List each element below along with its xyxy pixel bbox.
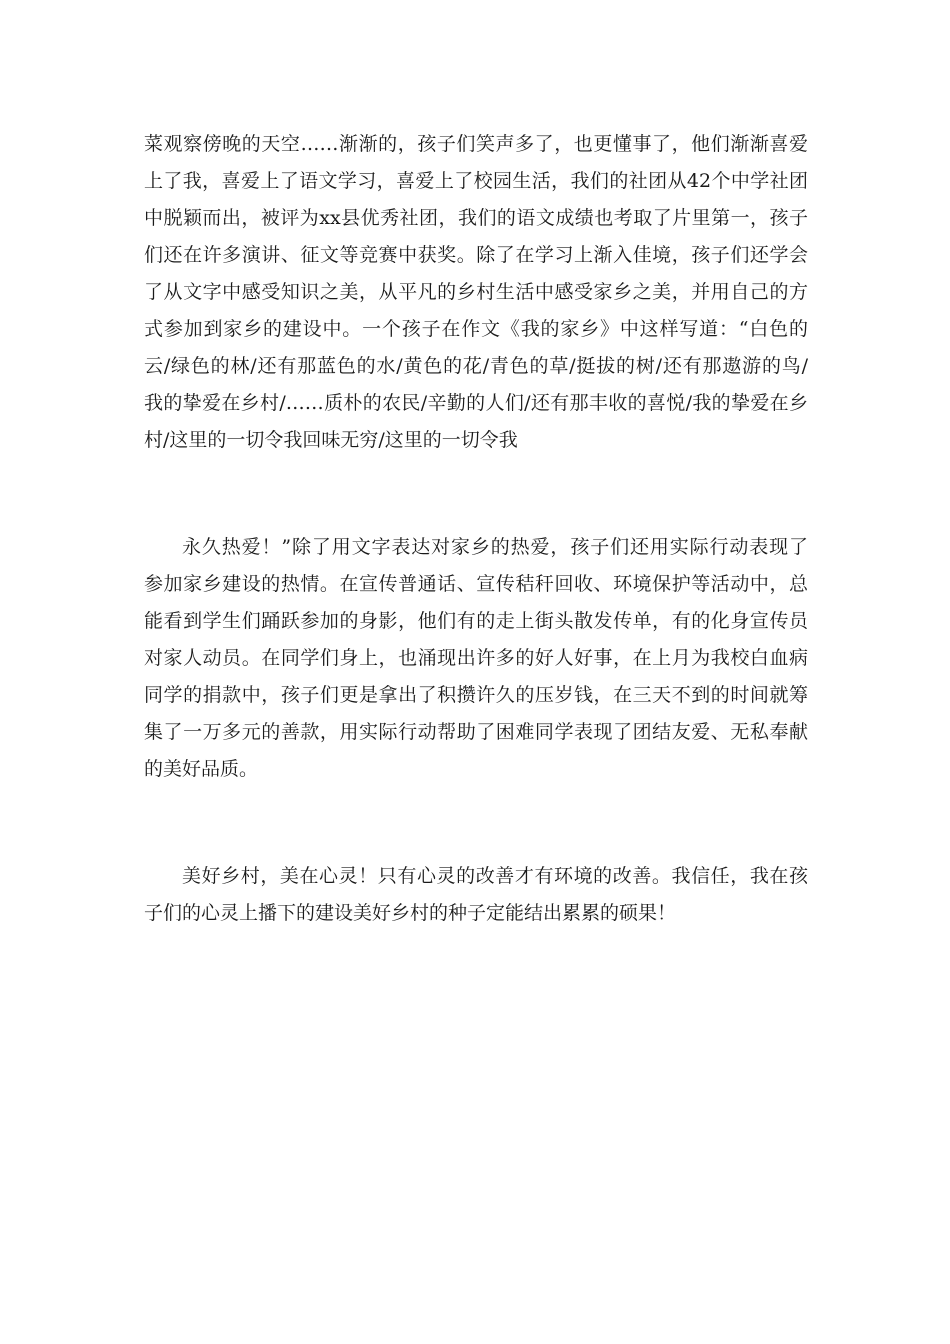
text-line: 村/这里的一切令我回味无穷/这里的一切令我 <box>144 429 518 451</box>
text-line: 云/绿色的林/还有那蓝色的水/黄色的花/青色的草/挺拔的树/还有那遨游的鸟/ <box>144 355 808 377</box>
text-line: 子们的心灵上播下的建设美好乡村的种子定能结出累累的硕果！ <box>144 902 677 924</box>
text-line: 上了我，喜爱上了语文学习，喜爱上了校园生活，我们的社团从42个中学社团 <box>144 170 808 192</box>
text-line: 式参加到家乡的建设中。一个孩子在作文《我的家乡》中这样写道：“白色的 <box>144 318 808 340</box>
text-line: 中脱颖而出，被评为xx县优秀社团，我们的语文成绩也考取了片里第一，孩子 <box>144 207 808 229</box>
text-line: 能看到学生们踊跃参加的身影，他们有的走上街头散发传单，有的化身宣传员 <box>144 610 808 632</box>
text-line: 了从文字中感受知识之美，从平凡的乡村生活中感受家乡之美，并用自己的方 <box>144 281 808 303</box>
text-line: 们还在许多演讲、征文等竞赛中获奖。除了在学习上渐入佳境，孩子们还学会 <box>144 244 808 266</box>
text-line: 参加家乡建设的热情。在宣传普通话、宣传秸秆回收、环境保护等活动中，总 <box>144 573 808 595</box>
text-line: 我的挚爱在乡村/……质朴的农民/辛勤的人们/还有那丰收的喜悦/我的挚爱在乡 <box>144 392 808 414</box>
paragraph-3 <box>144 858 808 932</box>
text-line: 的美好品质。 <box>144 758 259 780</box>
text-line: 菜观察傍晚的天空……渐渐的，孩子们笑声多了，也更懂事了，他们渐渐喜爱 <box>144 133 808 155</box>
text-line: 永久热爱！”除了用文字表达对家乡的热爱，孩子们还用实际行动表现了 <box>182 536 808 558</box>
text-line: 美好乡村，美在心灵！只有心灵的改善才有环境的改善。我信任，我在孩 <box>182 865 808 887</box>
paragraph-2 <box>144 529 808 788</box>
text-line: 同学的捐款中，孩子们更是拿出了积攒许久的压岁钱，在三天不到的时间就筹 <box>144 684 808 706</box>
text-line: 对家人动员。在同学们身上，也涌现出许多的好人好事，在上月为我校白血病 <box>144 647 808 669</box>
paragraph-1 <box>144 126 808 459</box>
text-line: 集了一万多元的善款，用实际行动帮助了困难同学表现了团结友爱、无私奉献 <box>144 721 808 743</box>
